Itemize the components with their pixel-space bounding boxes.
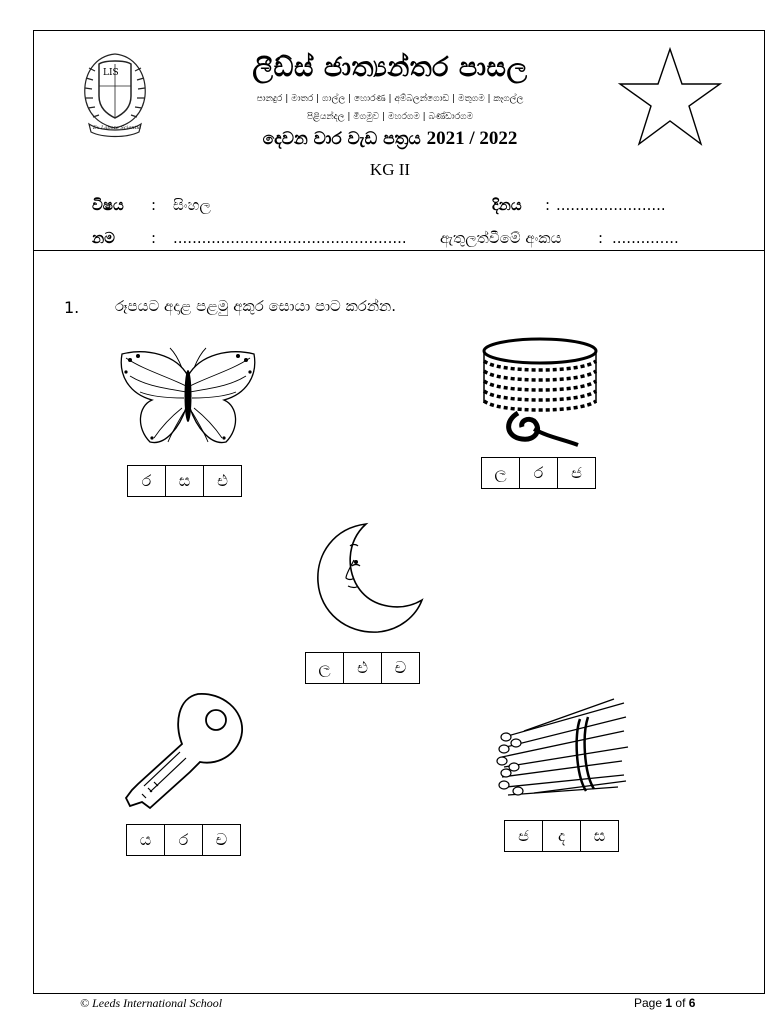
index-field: .............. <box>612 229 679 247</box>
term-label: දෙවන වාර වැඩ පත්‍රය <box>262 129 421 149</box>
index-colon: : <box>598 229 604 247</box>
date-field: ....................... <box>556 196 666 214</box>
letter-option[interactable]: එ <box>203 465 242 497</box>
name-field: ................................................. <box>173 229 407 247</box>
header-divider <box>33 250 765 251</box>
letter-choices-key <box>126 824 241 856</box>
butterfly-picture <box>116 346 260 448</box>
star-icon <box>617 46 723 148</box>
letter-option[interactable]: ල <box>305 652 344 684</box>
subject-colon: : <box>151 196 157 214</box>
branch-line-1: පානදුර | මාතර | ගාල්ල | හොරණ | අම්බලන්ගොඩ | මතුගම | කෑගල්ල <box>256 94 524 104</box>
letter-option[interactable]: ර <box>164 824 203 856</box>
footer-page-number <box>634 996 695 1010</box>
letter-option[interactable]: ජ <box>557 457 596 489</box>
logo-motto: Ex Labore Scientia <box>93 125 142 131</box>
logo-letters: LIS <box>103 68 119 78</box>
letter-choices-moon <box>305 652 420 684</box>
letter-option[interactable]: ජ <box>504 820 543 852</box>
letter-option[interactable]: එ <box>343 652 382 684</box>
letter-choices-firewood <box>504 820 619 852</box>
letter-option[interactable]: ස <box>580 820 619 852</box>
branch-list <box>200 90 580 126</box>
date-colon: : <box>545 196 551 214</box>
letter-option[interactable]: ච <box>202 824 241 856</box>
letter-option[interactable]: ය <box>126 824 165 856</box>
grade-label: KG II <box>369 160 411 179</box>
page-word: Page <box>634 996 663 1010</box>
term-heading <box>200 128 580 150</box>
firewood-picture <box>494 695 632 805</box>
page-current: 1 <box>665 996 673 1010</box>
subject-value: සිංහල <box>173 196 211 214</box>
letter-option[interactable]: ර <box>519 457 558 489</box>
question-instruction: රූපයට අදාළ පළමු අකුර සොයා පාට කරන්න. <box>115 297 396 315</box>
letter-option[interactable]: ච <box>381 652 420 684</box>
letter-option[interactable]: ර <box>127 465 166 497</box>
letter-choices-rope <box>481 457 596 489</box>
of-word: of <box>675 996 686 1010</box>
letter-choices-butterfly <box>127 465 242 497</box>
moon-picture <box>306 512 428 640</box>
index-label: ඇතුලත්වීමේ අංකය <box>440 229 562 247</box>
subject-label: විෂය <box>92 196 124 214</box>
key-picture <box>120 690 250 812</box>
name-colon: : <box>151 229 157 247</box>
school-name: ලීඩ්ස් ජාත්‍යන්තර පාසල <box>252 52 528 83</box>
name-label: නම <box>92 229 115 247</box>
date-label: දිනය <box>492 196 522 214</box>
letter-option[interactable]: ද <box>542 820 581 852</box>
branch-line-2: පිළියන්දල | මීගමුව | මහරගම | බණ්ඩාරගම <box>306 112 474 122</box>
school-logo <box>75 46 155 138</box>
letter-option[interactable]: ස <box>165 465 204 497</box>
academic-year: 2021 / 2022 <box>426 128 518 149</box>
letter-option[interactable]: ල <box>481 457 520 489</box>
question-number: 1. <box>64 298 80 317</box>
page-total: 6 <box>688 996 696 1010</box>
footer-copyright: © Leeds International School <box>80 996 223 1010</box>
rope-picture <box>478 333 604 451</box>
